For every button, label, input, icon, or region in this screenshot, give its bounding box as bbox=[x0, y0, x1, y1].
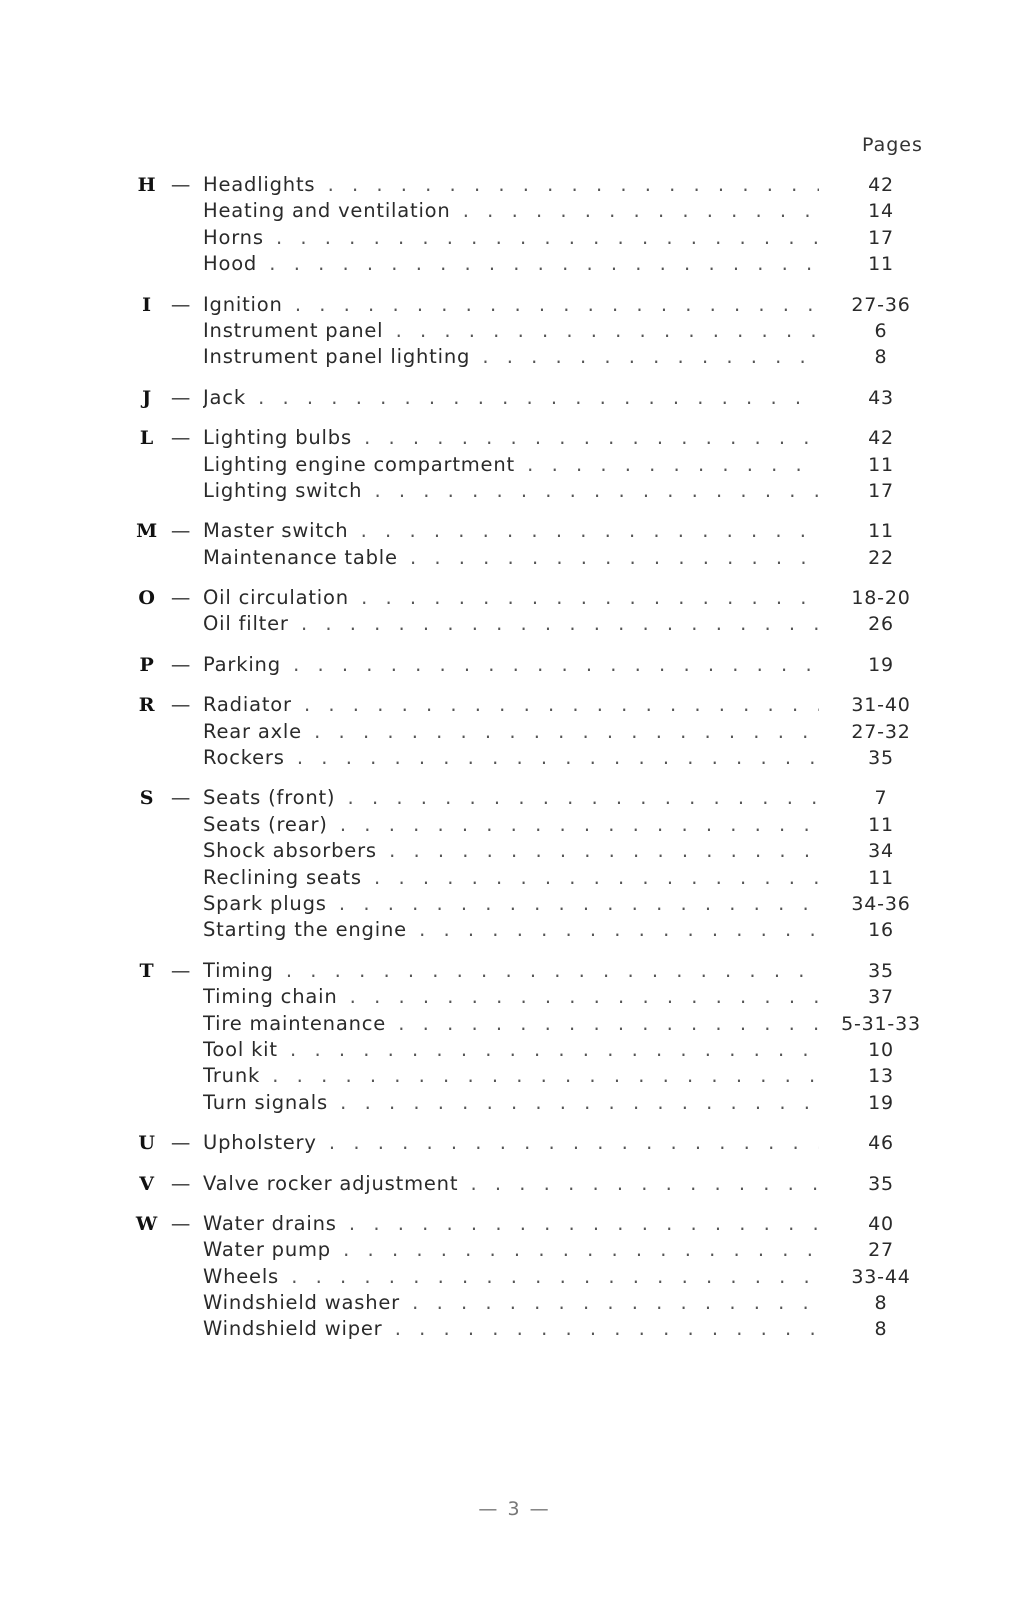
entry-label: Headlights . . . bbox=[203, 172, 819, 198]
index-letter: R bbox=[138, 694, 156, 717]
index-entry bbox=[0, 1011, 1029, 1037]
index-entry bbox=[0, 318, 1029, 344]
index-entry bbox=[0, 1063, 1029, 1089]
entry-page: 34-36 bbox=[851, 892, 911, 915]
entry-page: 43 bbox=[868, 386, 894, 409]
letter-dash: — bbox=[170, 958, 192, 982]
entry-page: 27 bbox=[868, 1239, 894, 1262]
entry-label: Ignition . . . bbox=[203, 292, 819, 318]
index-entry bbox=[0, 611, 1029, 637]
index-entry bbox=[0, 518, 1029, 544]
entry-label: Rear axle . . . bbox=[203, 719, 819, 745]
index-entry bbox=[0, 198, 1029, 224]
letter-dash: — bbox=[170, 385, 192, 409]
entry-page: 13 bbox=[868, 1065, 894, 1088]
entry-page: 11 bbox=[868, 453, 894, 476]
index-entry bbox=[0, 452, 1029, 478]
entry-label: Rockers . . . bbox=[203, 745, 819, 771]
entry-label: Radiator . . . bbox=[203, 692, 819, 718]
index-entry bbox=[0, 225, 1029, 251]
index-letter: L bbox=[139, 427, 155, 450]
entry-label: Tire maintenance . . . bbox=[203, 1011, 819, 1037]
index-letter: P bbox=[139, 653, 155, 676]
entry-page: 18-20 bbox=[851, 587, 911, 610]
index-group-t bbox=[0, 958, 1029, 1116]
index-letter: U bbox=[138, 1132, 156, 1155]
entry-label: Parking . . . bbox=[203, 652, 819, 678]
index-entry bbox=[0, 719, 1029, 745]
letter-dash: — bbox=[170, 292, 192, 316]
index-entry bbox=[0, 1090, 1029, 1116]
index-entry bbox=[0, 344, 1029, 370]
entry-page: 27-32 bbox=[851, 720, 911, 743]
entry-page: 7 bbox=[874, 787, 888, 810]
index-group-u bbox=[0, 1130, 1029, 1156]
index-letter: J bbox=[142, 386, 152, 409]
entry-page: 14 bbox=[868, 200, 894, 223]
index-group-j bbox=[0, 385, 1029, 411]
entry-label: Seats (front) . . . bbox=[203, 785, 819, 811]
index-entry bbox=[0, 385, 1029, 411]
index-entry bbox=[0, 545, 1029, 571]
entry-label: Tool kit . . . bbox=[203, 1037, 819, 1063]
index-group-r bbox=[0, 692, 1029, 771]
entry-page: 6 bbox=[874, 319, 888, 342]
index-entry bbox=[0, 292, 1029, 318]
index-entry bbox=[0, 585, 1029, 611]
entry-page: 34 bbox=[868, 840, 894, 863]
entry-page: 42 bbox=[868, 174, 894, 196]
entry-page: 11 bbox=[868, 813, 894, 836]
index-entry bbox=[0, 478, 1029, 504]
index-entry bbox=[0, 785, 1029, 811]
pages-column-header: Pages bbox=[862, 134, 923, 156]
entry-label: Turn signals . . . bbox=[203, 1090, 819, 1116]
entry-page: 17 bbox=[868, 479, 894, 502]
entry-label: Lighting switch . . . bbox=[203, 478, 819, 504]
entry-label: Master switch . . . bbox=[203, 518, 819, 544]
index-entry bbox=[0, 425, 1029, 451]
entry-page: 19 bbox=[868, 653, 894, 676]
entry-page: 35 bbox=[868, 1172, 894, 1195]
entry-page: 8 bbox=[874, 1318, 888, 1341]
entry-page: 35 bbox=[868, 959, 894, 982]
entry-page: 11 bbox=[868, 253, 894, 276]
alphabetical-index bbox=[0, 172, 1029, 1357]
entry-label: Lighting engine compartment . . . bbox=[203, 452, 819, 478]
entry-page: 46 bbox=[868, 1132, 894, 1155]
entry-label: Instrument panel lighting . . . bbox=[203, 344, 819, 370]
entry-page: 8 bbox=[874, 346, 888, 369]
entry-label: Windshield washer . . . bbox=[203, 1290, 819, 1316]
entry-page: 27-36 bbox=[851, 293, 911, 316]
entry-page: 17 bbox=[868, 226, 894, 249]
entry-page: 11 bbox=[868, 520, 894, 543]
index-group-p bbox=[0, 652, 1029, 678]
entry-page: 42 bbox=[868, 427, 894, 450]
entry-label: Heating and ventilation . . . bbox=[203, 198, 819, 224]
letter-dash: — bbox=[170, 1131, 192, 1155]
letter-dash: — bbox=[170, 519, 192, 543]
index-entry bbox=[0, 692, 1029, 718]
entry-label: Lighting bulbs . . . bbox=[203, 425, 819, 451]
index-entry bbox=[0, 1211, 1029, 1237]
entry-label: Water drains . . . bbox=[203, 1211, 819, 1237]
index-group-w bbox=[0, 1211, 1029, 1343]
index-group-h bbox=[0, 172, 1029, 278]
entry-label: Valve rocker adjustment . . . bbox=[203, 1171, 819, 1197]
index-group-o bbox=[0, 585, 1029, 638]
entry-label: Wheels . . . bbox=[203, 1264, 819, 1290]
letter-dash: — bbox=[170, 586, 192, 610]
entry-page: 31-40 bbox=[851, 694, 911, 717]
index-entry bbox=[0, 1237, 1029, 1263]
index-entry bbox=[0, 958, 1029, 984]
entry-label: Timing . . . bbox=[203, 958, 819, 984]
entry-page: 35 bbox=[868, 747, 894, 770]
index-entry bbox=[0, 1171, 1029, 1197]
entry-page: 37 bbox=[868, 986, 894, 1009]
index-entry bbox=[0, 812, 1029, 838]
entry-page: 40 bbox=[868, 1212, 894, 1235]
index-letter: T bbox=[139, 959, 155, 982]
index-entry bbox=[0, 1316, 1029, 1342]
entry-label: Horns . . . bbox=[203, 225, 819, 251]
letter-dash: — bbox=[170, 173, 192, 196]
entry-page: 8 bbox=[874, 1292, 888, 1315]
letter-dash: — bbox=[170, 652, 192, 676]
entry-label: Oil circulation . . . bbox=[203, 585, 819, 611]
entry-label: Shock absorbers . . . bbox=[203, 838, 819, 864]
entry-page: 10 bbox=[868, 1038, 894, 1061]
entry-page: 19 bbox=[868, 1091, 894, 1114]
entry-label: Instrument panel . . . bbox=[203, 318, 819, 344]
index-entry bbox=[0, 838, 1029, 864]
index-group-i bbox=[0, 292, 1029, 371]
index-group-l bbox=[0, 425, 1029, 504]
entry-page: 33-44 bbox=[851, 1265, 911, 1288]
index-entry bbox=[0, 865, 1029, 891]
entry-label: Maintenance table . . . bbox=[203, 545, 819, 571]
index-group-m bbox=[0, 518, 1029, 571]
page-number: — 3 — bbox=[478, 1498, 551, 1520]
index-entry bbox=[0, 251, 1029, 277]
entry-label: Hood . . . bbox=[203, 251, 819, 277]
index-entry bbox=[0, 745, 1029, 771]
index-entry bbox=[0, 652, 1029, 678]
index-letter: V bbox=[139, 1172, 155, 1195]
entry-label: Trunk . . . bbox=[203, 1063, 819, 1089]
entry-page: 5-31-33 bbox=[841, 1012, 921, 1035]
index-entry bbox=[0, 984, 1029, 1010]
entry-label: Reclining seats . . . bbox=[203, 865, 819, 891]
entry-page: 26 bbox=[868, 613, 894, 636]
entry-page: 22 bbox=[868, 546, 894, 569]
entry-label: Spark plugs . . . bbox=[203, 891, 819, 917]
entry-label: Starting the engine . . . bbox=[203, 917, 819, 943]
index-letter: W bbox=[135, 1212, 159, 1235]
entry-label: Seats (rear) . . . bbox=[203, 812, 819, 838]
index-letter: H bbox=[137, 174, 157, 196]
index-entry bbox=[0, 1290, 1029, 1316]
entry-label: Upholstery . . . bbox=[203, 1130, 819, 1156]
letter-dash: — bbox=[170, 786, 192, 810]
index-letter: S bbox=[139, 787, 155, 810]
letter-dash: — bbox=[170, 426, 192, 450]
index-group-v bbox=[0, 1171, 1029, 1197]
index-letter: M bbox=[136, 520, 158, 543]
letter-dash: — bbox=[170, 693, 192, 717]
index-entry bbox=[0, 172, 1029, 198]
letter-dash: — bbox=[170, 1171, 192, 1195]
entry-label: Oil filter . . . bbox=[203, 611, 819, 637]
entry-label: Jack . . . bbox=[203, 385, 819, 411]
index-entry bbox=[0, 1037, 1029, 1063]
index-group-s bbox=[0, 785, 1029, 943]
entry-label: Water pump . . . bbox=[203, 1237, 819, 1263]
index-entry bbox=[0, 1130, 1029, 1156]
index-letter: I bbox=[142, 293, 152, 316]
entry-page: 16 bbox=[868, 919, 894, 942]
index-entry bbox=[0, 891, 1029, 917]
index-entry bbox=[0, 917, 1029, 943]
index-entry bbox=[0, 1264, 1029, 1290]
entry-label: Timing chain . . . bbox=[203, 984, 819, 1010]
entry-label: Windshield wiper . . . bbox=[203, 1316, 819, 1342]
letter-dash: — bbox=[170, 1211, 192, 1235]
index-letter: O bbox=[138, 587, 156, 610]
entry-page: 11 bbox=[868, 866, 894, 889]
